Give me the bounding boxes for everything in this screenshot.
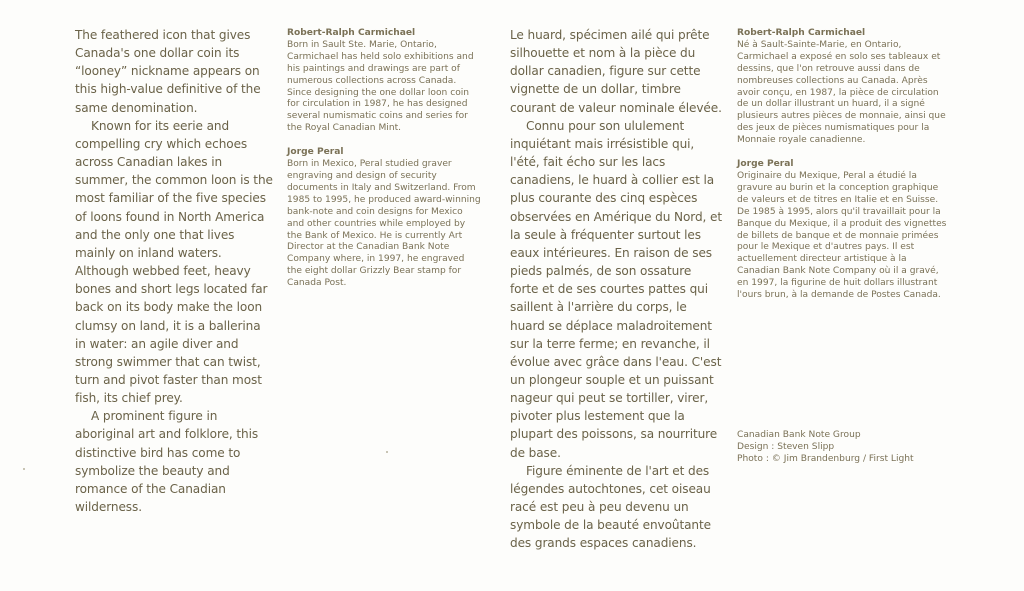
english-paragraph-1: The feathered icon that gives Canada's one dollar coin its “looney” nickname appears on this high-value definitive of the same denomination. [75,28,261,115]
bio-name: Jorge Peral [737,159,794,170]
english-paragraph-2: Known for its eerie and compelling cry which echoes across Canadian lakes in summer, the common loon is the most familiar of the five species of loons found in North America and the only one that lives mainly on inland waters. Although webbed feet, heavy bones and short legs located far back on its body make the loon clumsy on land, it is a ballerina in water: an agile diver and strong swimmer that can twist, turn and pivot faster than most fish, its chief prey. [75,118,273,406]
bio-carmichael-en [287,28,482,135]
french-bios [737,28,949,314]
credit-company: Canadian Bank Note Group [737,430,861,440]
bio-name: Jorge Peral [287,147,344,158]
english-bios [287,28,482,302]
bio-name: Robert-Ralph Carmichael [287,28,416,38]
credits [737,429,914,466]
credit-photo: Photo : © Jim Brandenburg / First Light [737,454,914,465]
bio-text: Né à Sault-Sainte-Marie, en Ontario, Carmichael a exposé en solo ses tableaux et dessins, que l'on retrouve aussi dans de nombreuses collections au Canada. Après avoir conçu, en 1987, la pièce de circulation de un dollar illustrant un huard, il a signé plusieurs autres pièces de monnaie, ainsi que des jeux de pièces numismatiques pour la Monnaie royale canadienne. [737,39,946,146]
english-main-text [75,26,275,516]
bio-text: Born in Sault Ste. Marie, Ontario, Carmichael has held solo exhibitions and his paintings and drawings are part of numerous collections across Canada. Since designing the one dollar loon coin for circulation in 1987, he has designed several numismatic coins and series for the Royal Canadian Mint. [287,39,474,134]
credit-design: Design : Steven Slipp [737,442,835,453]
bio-carmichael-fr [737,28,949,147]
bio-text: Originaire du Mexique, Peral a étudié la gravure au burin et la conception graphique de valeurs et de titres en Italie et en Suisse. De 1985 à 1995, alors qu'il travaillait pour la Banque du Mexique, il a produit des vignettes de billets de banque et de monnaie primées pour le Mexique et d'autres pays. Il est actuellement directeur artistique à la Canadian Bank Note Company où il a gravé, en 1997, la figurine de huit dollars illustrant l'ours brun, à la demande de Postes Canada. [737,170,947,301]
bio-text: Born in Mexico, Peral studied graver engraving and design of security documents in Italy and Switzerland. From 1985 to 1995, he produced award-winning bank-note and coin designs for Mexico and other countries while employed by the Bank of Mexico. He is currently Art Director at the Canadian Bank Note Company where, in 1997, he engraved the eight dollar Grizzly Bear stamp for Canada Post. [287,159,481,289]
scan-speck [386,451,388,453]
french-paragraph-1: Le huard, spécimen ailé qui prête silhouette et nom à la pièce du dollar canadien, figure sur cette vignette de un dollar, timbre courant de valeur nominale élevée. [510,28,722,115]
bio-peral-fr [737,159,949,302]
bio-name: Robert-Ralph Carmichael [737,28,866,38]
french-main-text [510,26,722,553]
french-paragraph-2: Connu pour son ululement inquiétant mais irrésistible qui, l'été, fait écho sur les lacs canadiens, le huard à collier est la plus courante des cinq espèces observées en Amérique du Nord, et la seule à fréquenter surtout les eaux intérieures. En raison de ses pieds palmés, de son ossature forte et de ses courtes pattes qui saillent à l'arrière du corps, le huard se déplace maladroitement sur la terre ferme; en revanche, il évolue avec grâce dans l'eau. C'est un plongeur souple et un puissant nageur qui peut se tortiller, virer, pivoter plus lestement que la plupart des poissons, sa nourriture de base. [510,118,723,460]
english-paragraph-3: A prominent figure in aboriginal art and folklore, this distinctive bird has come to symbolize the beauty and romance of the Canadian wilderness. [75,409,259,515]
scan-speck [23,468,25,470]
bio-peral-en [287,147,482,290]
french-paragraph-3: Figure éminente de l'art et des légendes autochtones, cet oiseau racé est peu à peu devenu un symbole de la beauté envoûtante des grands espaces canadiens. [510,463,711,551]
